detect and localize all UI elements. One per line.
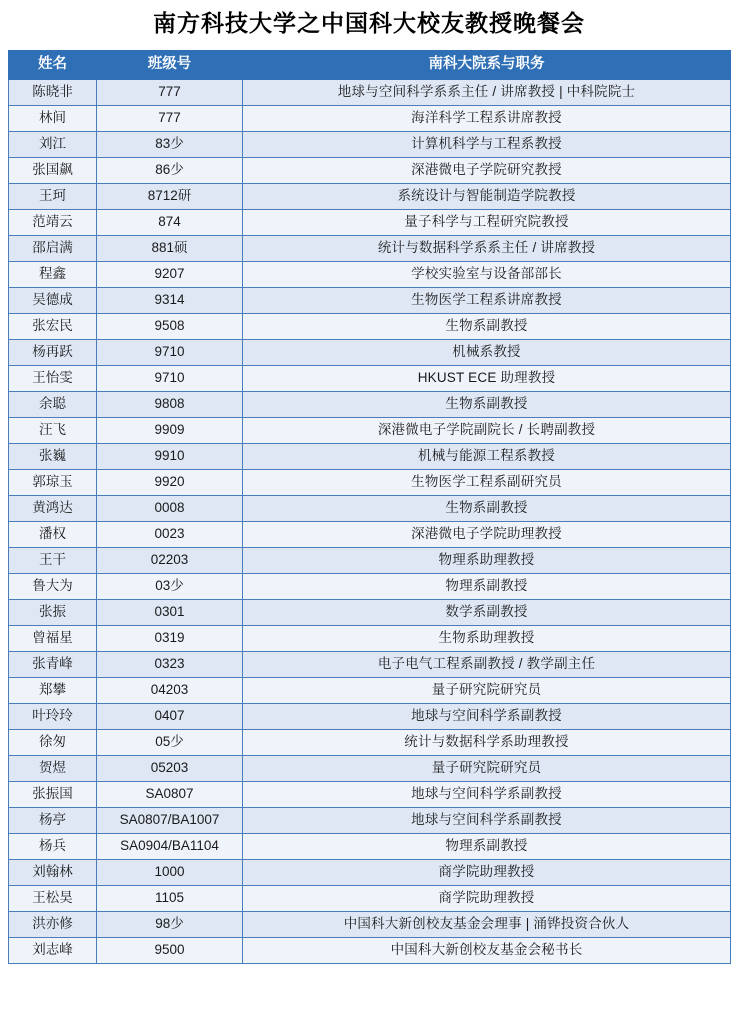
cell-role: 生物医学工程系讲席教授 — [243, 287, 731, 313]
table-row — [9, 287, 731, 313]
table-row — [9, 79, 731, 105]
cell-class: 9500 — [97, 937, 243, 963]
table-row — [9, 183, 731, 209]
cell-role: 地球与空间科学系副教授 — [243, 781, 731, 807]
cell-class: 777 — [97, 105, 243, 131]
cell-class: SA0807/BA1007 — [97, 807, 243, 833]
cell-class: 9920 — [97, 469, 243, 495]
cell-name: 杨亭 — [9, 807, 97, 833]
cell-name: 贺煜 — [9, 755, 97, 781]
cell-name: 鲁大为 — [9, 573, 97, 599]
cell-name: 刘翰林 — [9, 859, 97, 885]
cell-name: 张宏民 — [9, 313, 97, 339]
cell-class: 8712研 — [97, 183, 243, 209]
cell-role: 统计与数据科学系助理教授 — [243, 729, 731, 755]
cell-class: 9910 — [97, 443, 243, 469]
cell-role: 系统设计与智能制造学院教授 — [243, 183, 731, 209]
table-row — [9, 157, 731, 183]
cell-class: 05203 — [97, 755, 243, 781]
table-row — [9, 261, 731, 287]
cell-name: 张振国 — [9, 781, 97, 807]
table-body — [9, 79, 731, 963]
cell-class: SA0807 — [97, 781, 243, 807]
cell-class: 03少 — [97, 573, 243, 599]
cell-name: 王松昊 — [9, 885, 97, 911]
cell-class: 9710 — [97, 339, 243, 365]
cell-role: 商学院助理教授 — [243, 859, 731, 885]
cell-name: 汪飞 — [9, 417, 97, 443]
cell-name: 邵启满 — [9, 235, 97, 261]
cell-role: 地球与空间科学系副教授 — [243, 703, 731, 729]
table-row — [9, 131, 731, 157]
cell-class: 98少 — [97, 911, 243, 937]
cell-name: 张巍 — [9, 443, 97, 469]
cell-role: 统计与数据科学系系主任 / 讲席教授 — [243, 235, 731, 261]
cell-name: 张青峰 — [9, 651, 97, 677]
cell-name: 王干 — [9, 547, 97, 573]
cell-name: 王珂 — [9, 183, 97, 209]
table-row — [9, 365, 731, 391]
cell-class: 0323 — [97, 651, 243, 677]
table-row — [9, 859, 731, 885]
cell-class: 9207 — [97, 261, 243, 287]
cell-role: 中国科大新创校友基金会秘书长 — [243, 937, 731, 963]
table-row — [9, 339, 731, 365]
table-row — [9, 417, 731, 443]
cell-name: 叶玲玲 — [9, 703, 97, 729]
cell-role: 数学系副教授 — [243, 599, 731, 625]
table-row — [9, 547, 731, 573]
table-row — [9, 885, 731, 911]
cell-name: 杨再跃 — [9, 339, 97, 365]
table-row — [9, 781, 731, 807]
cell-role: 电子电气工程系副教授 / 教学副主任 — [243, 651, 731, 677]
cell-role: 量子科学与工程研究院教授 — [243, 209, 731, 235]
alumni-professor-table — [8, 50, 731, 964]
cell-role: 机械与能源工程系教授 — [243, 443, 731, 469]
cell-name: 曾福星 — [9, 625, 97, 651]
table-row — [9, 209, 731, 235]
cell-name: 刘志峰 — [9, 937, 97, 963]
table-row — [9, 521, 731, 547]
page-title: 南方科技大学之中国科大校友教授晚餐会 — [153, 11, 585, 36]
cell-role: 深港微电子学院研究教授 — [243, 157, 731, 183]
cell-role: 学校实验室与设备部部长 — [243, 261, 731, 287]
cell-class: 83少 — [97, 131, 243, 157]
cell-role: 地球与空间科学系系主任 / 讲席教授 | 中科院院士 — [243, 79, 731, 105]
cell-name: 程鑫 — [9, 261, 97, 287]
table-header — [9, 50, 731, 79]
cell-class: 02203 — [97, 547, 243, 573]
table-row — [9, 833, 731, 859]
table-row — [9, 105, 731, 131]
cell-class: 0023 — [97, 521, 243, 547]
cell-class: 881硕 — [97, 235, 243, 261]
cell-name: 林间 — [9, 105, 97, 131]
cell-role: HKUST ECE 助理教授 — [243, 365, 731, 391]
cell-role: 生物系副教授 — [243, 495, 731, 521]
cell-name: 余聪 — [9, 391, 97, 417]
cell-role: 物理系副教授 — [243, 833, 731, 859]
cell-class: 9808 — [97, 391, 243, 417]
table-row — [9, 755, 731, 781]
cell-name: 黄鸿达 — [9, 495, 97, 521]
cell-name: 刘江 — [9, 131, 97, 157]
cell-class: 0407 — [97, 703, 243, 729]
cell-role: 计算机科学与工程系教授 — [243, 131, 731, 157]
cell-role: 生物系助理教授 — [243, 625, 731, 651]
cell-name: 范靖云 — [9, 209, 97, 235]
table-row — [9, 703, 731, 729]
cell-class: 04203 — [97, 677, 243, 703]
cell-role: 量子研究院研究员 — [243, 755, 731, 781]
cell-role: 生物系副教授 — [243, 391, 731, 417]
cell-class: 9909 — [97, 417, 243, 443]
table-row — [9, 391, 731, 417]
table-row — [9, 729, 731, 755]
cell-class: 0301 — [97, 599, 243, 625]
cell-class: 874 — [97, 209, 243, 235]
cell-class: 0319 — [97, 625, 243, 651]
table-row — [9, 495, 731, 521]
table-row — [9, 443, 731, 469]
table-row — [9, 677, 731, 703]
table-row — [9, 313, 731, 339]
cell-name: 潘权 — [9, 521, 97, 547]
column-header-role: 南科大院系与职务 — [243, 50, 731, 79]
table-row — [9, 651, 731, 677]
cell-class: 1000 — [97, 859, 243, 885]
cell-role: 中国科大新创校友基金会理事 | 涌铧投资合伙人 — [243, 911, 731, 937]
cell-name: 王怡雯 — [9, 365, 97, 391]
cell-role: 机械系教授 — [243, 339, 731, 365]
cell-role: 商学院助理教授 — [243, 885, 731, 911]
cell-name: 洪亦修 — [9, 911, 97, 937]
column-header-class: 班级号 — [97, 50, 243, 79]
table-row — [9, 573, 731, 599]
table-row — [9, 937, 731, 963]
cell-name: 陈晓非 — [9, 79, 97, 105]
cell-class: SA0904/BA1104 — [97, 833, 243, 859]
table-row — [9, 807, 731, 833]
cell-role: 海洋科学工程系讲席教授 — [243, 105, 731, 131]
table-row — [9, 911, 731, 937]
cell-class: 0008 — [97, 495, 243, 521]
cell-name: 徐匆 — [9, 729, 97, 755]
cell-name: 张国飙 — [9, 157, 97, 183]
table-row — [9, 599, 731, 625]
cell-class: 1105 — [97, 885, 243, 911]
table-header-row — [9, 50, 731, 79]
column-header-name: 姓名 — [9, 50, 97, 79]
cell-role: 生物医学工程系副研究员 — [243, 469, 731, 495]
cell-role: 生物系副教授 — [243, 313, 731, 339]
cell-name: 杨兵 — [9, 833, 97, 859]
table-row — [9, 235, 731, 261]
cell-class: 9710 — [97, 365, 243, 391]
cell-name: 张振 — [9, 599, 97, 625]
table-row — [9, 625, 731, 651]
cell-class: 05少 — [97, 729, 243, 755]
cell-role: 物理系副教授 — [243, 573, 731, 599]
table-row — [9, 469, 731, 495]
cell-role: 深港微电子学院助理教授 — [243, 521, 731, 547]
cell-role: 地球与空间科学系副教授 — [243, 807, 731, 833]
cell-name: 郭琼玉 — [9, 469, 97, 495]
cell-class: 777 — [97, 79, 243, 105]
cell-role: 深港微电子学院副院长 / 长聘副教授 — [243, 417, 731, 443]
cell-name: 吴德成 — [9, 287, 97, 313]
cell-class: 9508 — [97, 313, 243, 339]
cell-name: 郑攀 — [9, 677, 97, 703]
cell-role: 物理系助理教授 — [243, 547, 731, 573]
cell-class: 9314 — [97, 287, 243, 313]
cell-class: 86少 — [97, 157, 243, 183]
cell-role: 量子研究院研究员 — [243, 677, 731, 703]
